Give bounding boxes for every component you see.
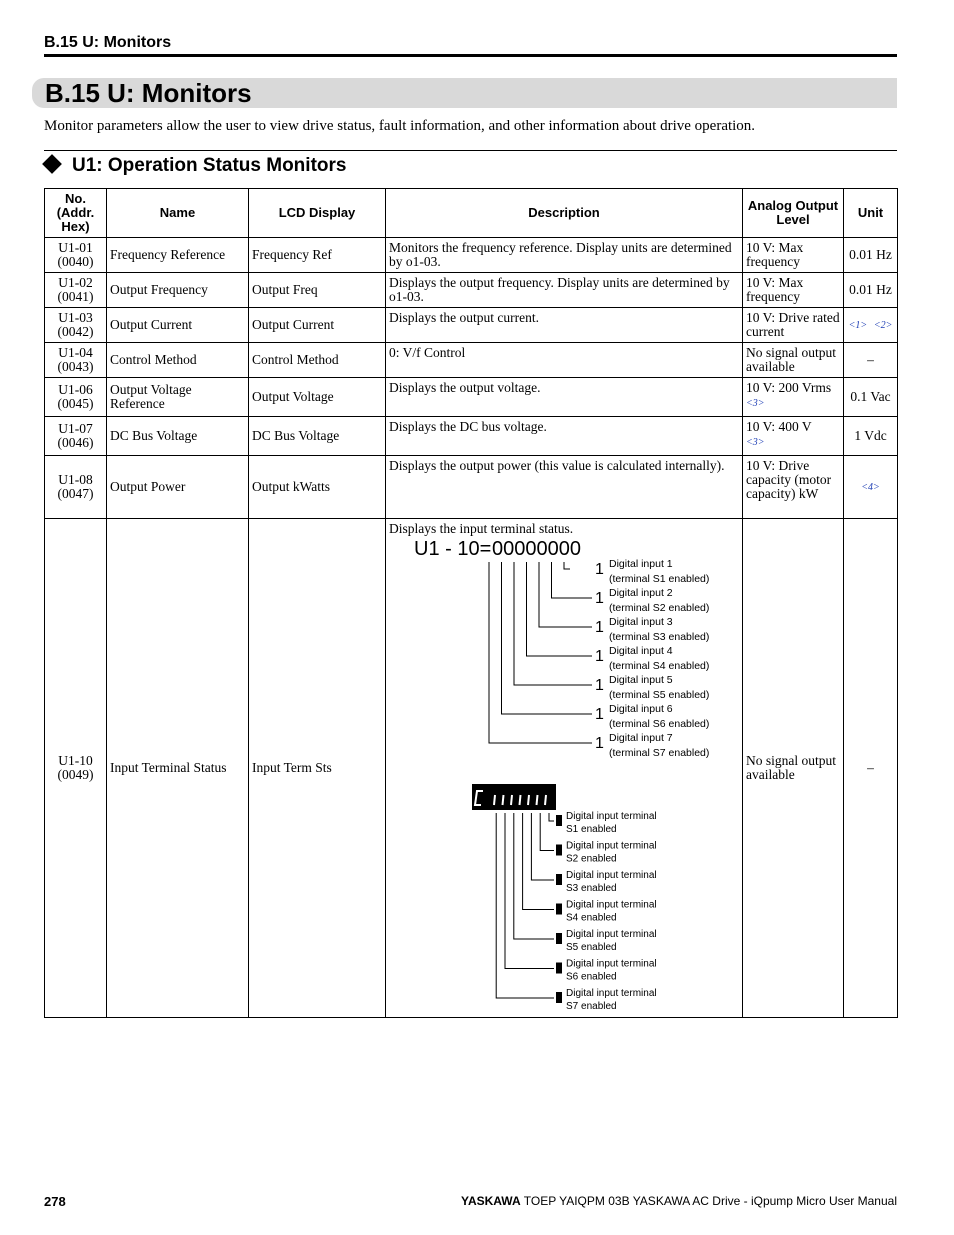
input-sub-label: (terminal S4 enabled) xyxy=(609,660,710,672)
led-segment xyxy=(528,795,529,805)
doc-title: TOEP YAIQPM 03B YASKAWA AC Drive - iQpump Micro User Manual xyxy=(523,1194,897,1208)
leader-line xyxy=(505,813,554,969)
led-input-sub-label: S2 enabled xyxy=(566,853,617,865)
param-analog xyxy=(743,378,844,417)
input-sub-label: (terminal S1 enabled) xyxy=(609,573,710,585)
readout-label: U1 - 10= xyxy=(414,538,492,560)
column-header-lcd: LCD Display xyxy=(249,189,386,238)
param-number xyxy=(45,273,107,308)
param-description: Displays the output power (this value is calculated internally). xyxy=(386,456,743,519)
param-name: Output Frequency xyxy=(107,273,249,308)
bit-one: 1 xyxy=(595,619,604,636)
param-addr: (0041) xyxy=(57,289,94,304)
footnote-link[interactable]: <3> xyxy=(746,398,765,409)
leader-line xyxy=(531,813,554,880)
param-code: U1-03 xyxy=(58,310,93,325)
param-unit: – xyxy=(844,343,898,378)
column-header-no: No. (Addr. Hex) xyxy=(45,189,107,238)
terminal-status-diagram xyxy=(386,519,742,1025)
param-number xyxy=(45,238,107,273)
leader-line xyxy=(540,813,554,851)
table-row xyxy=(45,417,898,456)
bit-one: 1 xyxy=(595,677,604,694)
led-segment xyxy=(545,795,546,805)
param-unit xyxy=(844,456,898,519)
param-lcd: Output Voltage xyxy=(249,378,386,417)
input-label: Digital input 5 xyxy=(609,674,673,686)
param-name: Control Method xyxy=(107,343,249,378)
running-header: B.15 U: Monitors xyxy=(44,34,172,51)
input-sub-label: (terminal S7 enabled) xyxy=(609,747,710,759)
param-name: DC Bus Voltage xyxy=(107,417,249,456)
led-segment xyxy=(537,795,538,805)
input-label: Digital input 6 xyxy=(609,703,673,715)
param-name: Frequency Reference xyxy=(107,238,249,273)
leader-line xyxy=(489,562,592,743)
table-row xyxy=(45,238,898,273)
readout-value: 00000000 xyxy=(492,538,581,560)
param-addr: (0040) xyxy=(57,254,94,269)
param-lcd: Frequency Ref xyxy=(249,238,386,273)
param-description-diagram xyxy=(386,519,743,1018)
input-sub-label: (terminal S2 enabled) xyxy=(609,602,710,614)
led-bit-icon xyxy=(556,933,562,944)
param-addr: (0047) xyxy=(57,486,94,501)
upper-labels xyxy=(595,558,709,759)
input-label: Digital input 7 xyxy=(609,732,673,744)
param-addr: (0045) xyxy=(57,396,94,411)
led-input-label: Digital input terminal xyxy=(566,958,657,970)
lower-labels xyxy=(556,811,657,1012)
param-analog: No signal output available xyxy=(743,519,844,1018)
monitor-table xyxy=(44,188,898,1018)
param-lcd: Control Method xyxy=(249,343,386,378)
led-bit-icon xyxy=(556,992,562,1003)
led-input-sub-label: S7 enabled xyxy=(566,1001,617,1012)
param-unit: 0.1 Vac xyxy=(844,378,898,417)
param-unit xyxy=(844,308,898,343)
table-header-row xyxy=(45,189,898,238)
bit-one: 1 xyxy=(595,735,604,752)
bit-one: 1 xyxy=(595,648,604,665)
brand-name: YASKAWA xyxy=(461,1194,521,1208)
led-segment xyxy=(520,795,521,805)
led-display xyxy=(472,784,556,810)
param-description: Displays the input terminal status. xyxy=(389,521,574,536)
param-analog: 10 V: Max frequency xyxy=(743,238,844,273)
led-input-label: Digital input terminal xyxy=(566,988,657,999)
param-code: U1-08 xyxy=(58,472,93,487)
input-sub-label: (terminal S3 enabled) xyxy=(609,631,710,643)
bit-one: 1 xyxy=(595,561,604,578)
table-row xyxy=(45,519,898,1018)
param-number xyxy=(45,308,107,343)
param-analog: 10 V: Drive capacity (motor capacity) kW xyxy=(743,456,844,519)
param-code: U1-02 xyxy=(58,275,93,290)
led-bit-icon xyxy=(556,874,562,885)
leader-line xyxy=(514,562,592,685)
page-number: 278 xyxy=(44,1194,66,1209)
leader-line xyxy=(527,562,593,656)
param-addr: (0049) xyxy=(57,767,94,782)
param-code: U1-01 xyxy=(58,240,93,255)
header-rule xyxy=(44,54,897,57)
param-number xyxy=(45,456,107,519)
param-code: U1-07 xyxy=(58,421,93,436)
lower-leader-lines xyxy=(496,813,554,998)
param-number xyxy=(45,417,107,456)
led-segment xyxy=(494,795,495,805)
leader-line xyxy=(502,562,593,714)
led-bit-icon xyxy=(556,815,562,826)
led-input-label: Digital input terminal xyxy=(566,870,657,881)
leader-line xyxy=(549,813,554,821)
led-input-sub-label: S4 enabled xyxy=(566,912,617,924)
input-sub-label: (terminal S5 enabled) xyxy=(609,689,710,701)
param-name: Input Terminal Status xyxy=(107,519,249,1018)
led-segment xyxy=(511,795,512,805)
input-terminal-diagram xyxy=(386,519,742,1017)
leader-line xyxy=(564,562,570,569)
param-analog: 10 V: Drive rated current xyxy=(743,308,844,343)
param-description: Displays the output current. xyxy=(386,308,743,343)
intro-paragraph: Monitor parameters allow the user to view drive status, fault information, and other information about drive operation. xyxy=(44,118,756,134)
table-row xyxy=(45,308,898,343)
param-lcd: Output kWatts xyxy=(249,456,386,519)
input-label: Digital input 1 xyxy=(609,558,673,570)
footnote-link[interactable]: <3> xyxy=(746,437,765,448)
led-input-label: Digital input terminal xyxy=(566,840,657,852)
param-lcd: DC Bus Voltage xyxy=(249,417,386,456)
param-addr: (0043) xyxy=(57,359,94,374)
leader-line xyxy=(552,562,593,598)
leader-line xyxy=(523,813,554,910)
column-header-analog: Analog Output Level xyxy=(743,189,844,238)
footnote-link[interactable]: <1> xyxy=(848,320,868,331)
param-code: U1-04 xyxy=(58,345,93,360)
led-input-label: Digital input terminal xyxy=(566,929,657,940)
column-header-description: Description xyxy=(386,189,743,238)
param-number xyxy=(45,378,107,417)
footer-doc xyxy=(461,1194,897,1208)
led-bit-icon xyxy=(556,963,562,974)
param-analog: No signal output available xyxy=(743,343,844,378)
param-description: Displays the DC bus voltage. xyxy=(386,417,743,456)
param-number xyxy=(45,519,107,1018)
param-name: Output Voltage Reference xyxy=(107,378,249,417)
led-input-sub-label: S5 enabled xyxy=(566,942,617,953)
param-name: Output Power xyxy=(107,456,249,519)
column-header-unit: Unit xyxy=(844,189,898,238)
bit-one: 1 xyxy=(595,590,604,607)
diamond-bullet-icon xyxy=(42,154,62,174)
param-code: U1-06 xyxy=(58,382,93,397)
param-description: Monitors the frequency reference. Display units are determined by o1-03. xyxy=(386,238,743,273)
subsection-title: U1: Operation Status Monitors xyxy=(72,155,347,176)
param-unit: 0.01 Hz xyxy=(844,273,898,308)
input-label: Digital input 2 xyxy=(609,587,673,599)
param-description: Displays the output voltage. xyxy=(386,378,743,417)
led-input-label: Digital input terminal xyxy=(566,899,657,911)
param-number xyxy=(45,343,107,378)
param-addr: (0042) xyxy=(57,324,94,339)
led-input-label: Digital input terminal xyxy=(566,811,657,822)
section-title: B.15 U: Monitors xyxy=(45,78,252,108)
led-input-sub-label: S1 enabled xyxy=(566,824,617,835)
input-label: Digital input 3 xyxy=(609,616,673,628)
input-label: Digital input 4 xyxy=(609,645,673,657)
param-lcd: Output Current xyxy=(249,308,386,343)
led-input-sub-label: S3 enabled xyxy=(566,883,617,894)
led-bit-icon xyxy=(556,845,562,856)
led-segment xyxy=(503,795,504,805)
table-row xyxy=(45,343,898,378)
led-input-sub-label: S6 enabled xyxy=(566,971,617,983)
footnote-link[interactable]: <4> xyxy=(861,482,880,493)
leader-line xyxy=(514,813,554,939)
param-code: U1-10 xyxy=(58,753,93,768)
table-row xyxy=(45,456,898,519)
param-description: 0: V/f Control xyxy=(386,343,743,378)
param-description: Displays the output frequency. Display units are determined by o1-03. xyxy=(386,273,743,308)
subsection-rule xyxy=(44,150,897,151)
param-unit: 1 Vdc xyxy=(844,417,898,456)
footnote-link[interactable]: <2> xyxy=(873,320,893,331)
analog-level: 10 V: 400 V xyxy=(746,419,812,434)
column-header-name: Name xyxy=(107,189,249,238)
analog-level: 10 V: 200 Vrms xyxy=(746,380,832,395)
bit-one: 1 xyxy=(595,706,604,723)
param-lcd: Output Freq xyxy=(249,273,386,308)
param-analog: 10 V: Max frequency xyxy=(743,273,844,308)
led-bit-icon xyxy=(556,904,562,915)
param-addr: (0046) xyxy=(57,435,94,450)
param-unit: – xyxy=(844,519,898,1018)
table-row xyxy=(45,378,898,417)
table-row xyxy=(45,273,898,308)
leader-line xyxy=(539,562,592,627)
input-sub-label: (terminal S6 enabled) xyxy=(609,718,710,730)
param-analog xyxy=(743,417,844,456)
upper-leader-lines xyxy=(489,562,592,743)
param-lcd: Input Term Sts xyxy=(249,519,386,1018)
param-name: Output Current xyxy=(107,308,249,343)
param-unit: 0.01 Hz xyxy=(844,238,898,273)
